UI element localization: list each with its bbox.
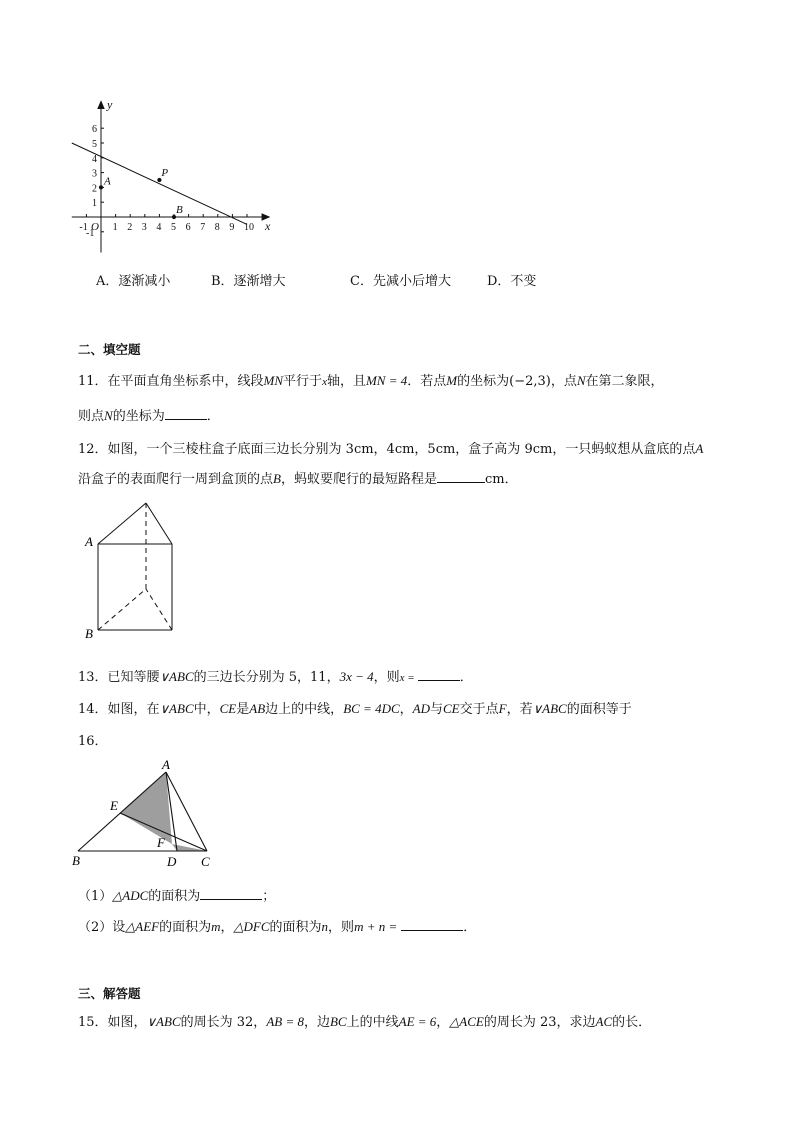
q14-sub2: （2）设△AEF的面积为m，△DFC的面积为n，则m + n = ．: [78, 919, 477, 935]
triangle-label-c: C: [201, 854, 210, 869]
x-tick-label: 3: [141, 222, 147, 233]
q10-option-b: B．逐渐增大: [211, 274, 286, 289]
y-tick-label: 2: [92, 183, 97, 195]
q10-option-c: C．先减小后增大: [350, 274, 451, 289]
y-tick-label: 6: [92, 124, 97, 136]
x-tick-label: 10: [244, 222, 254, 233]
q14-line2: 16．: [78, 734, 108, 749]
q10-option-d: D．不变: [487, 274, 537, 289]
prism-label-a: A: [85, 534, 93, 549]
x-tick-label: 7: [200, 222, 206, 233]
triangle-label-d: D: [167, 854, 177, 869]
x-tick-label: 8: [214, 222, 220, 233]
y-tick-label: 4: [92, 153, 97, 165]
x-axis-label: x: [265, 219, 271, 233]
triangle-label-b: B: [72, 853, 80, 868]
y-tick-label: -1: [86, 227, 95, 239]
q14-sub1: （1）△ADC的面积为 ；: [78, 888, 276, 904]
section-heading-solve: 三、解答题: [78, 986, 141, 1001]
prism-label-b: B: [85, 626, 93, 641]
point-label-b: B: [176, 204, 183, 216]
q12-line1: 12．如图，一个三棱柱盒子底面三边长分别为 3cm，4cm，5cm，盒子高为 9cm，一只蚂蚁想从盒底的点A: [78, 441, 704, 457]
x-tick-label: 2: [127, 222, 133, 233]
x-tick-label: -1: [79, 222, 88, 233]
triangle-label-f: F: [157, 835, 165, 850]
q11-line1: 11．在平面直角坐标系中，线段MN平行于x轴，且MN = 4．若点M的坐标为(−2,3)，点N在第二象限，: [78, 373, 664, 389]
origin-label: O: [91, 221, 99, 233]
x-tick-label: 1: [112, 222, 118, 233]
y-tick-label: 5: [92, 139, 97, 150]
x-tick-label: 5: [171, 222, 176, 233]
point-label-p: P: [161, 167, 169, 179]
q14-line1: 14．如图，在∨ABC中，CE是AB边上的中线，BC = 4DC，AD与CE交于点F，若∨ABC的面积等于: [78, 701, 632, 717]
point-label-a: A: [104, 175, 111, 188]
q12-line2: 沿盒子的表面爬行一周到盒顶的点B，蚂蚁要爬行的最短路程是 cm．: [78, 471, 518, 487]
q15-line: 15．如图，∨ABC的周长为 32，AB = 8，边BC上的中线AE = 6，△ACE的周长为 23，求边AC的长．: [78, 1014, 652, 1030]
x-tick-label: 9: [229, 222, 235, 233]
y-tick-label: 3: [92, 168, 97, 180]
y-tick-label: 1: [92, 198, 97, 210]
y-axis-label: y: [107, 97, 113, 112]
answer-blank[interactable]: [200, 887, 262, 900]
q11-line2: 则点N的坐标为 ．: [78, 408, 220, 424]
answer-blank[interactable]: [401, 918, 463, 931]
x-tick-label: 4: [156, 222, 162, 233]
x-tick-label: 6: [185, 222, 191, 233]
section-heading-fill-blank: 二、填空题: [78, 342, 141, 357]
triangle-label-a: A: [162, 757, 170, 772]
triangle-label-e: E: [110, 798, 118, 813]
q13-line: 13．已知等腰∨ABC的三边长分别为 5，11，3x − 4，则x = ．: [78, 669, 473, 685]
q10-option-a: A．逐渐减小: [96, 274, 171, 289]
